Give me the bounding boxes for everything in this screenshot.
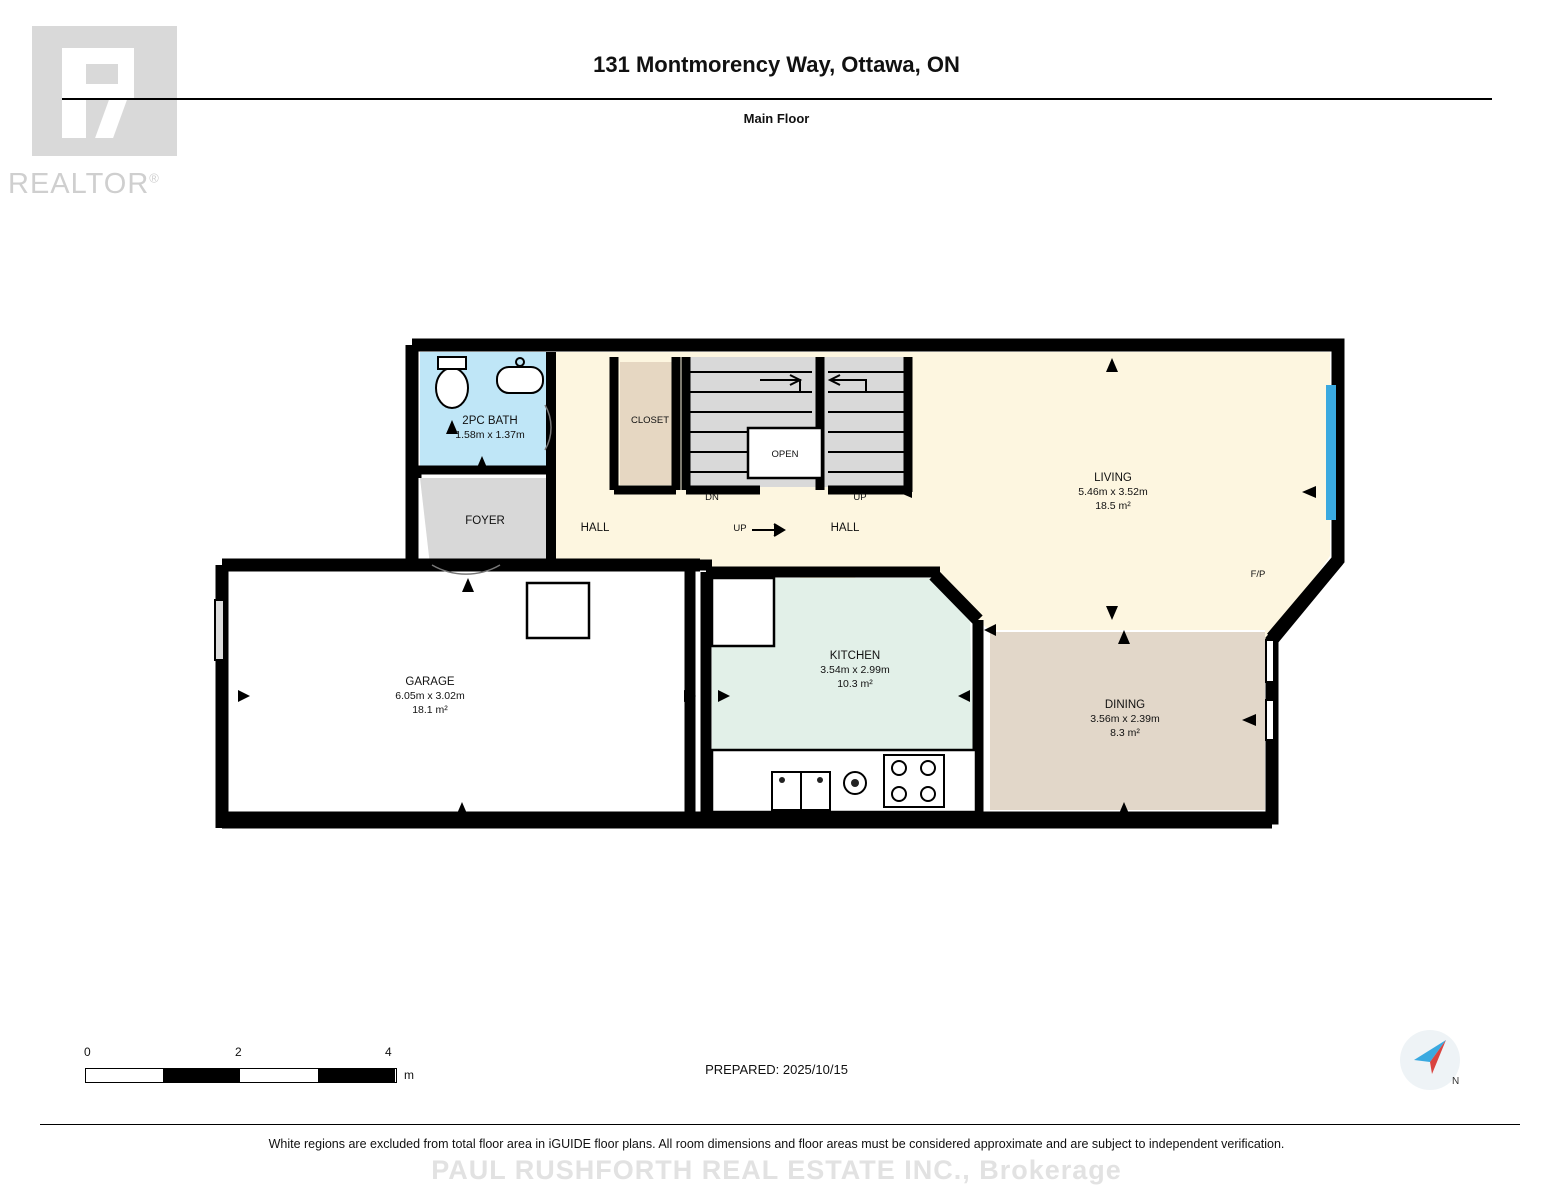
stair-marker-up-right: UP — [853, 492, 867, 503]
room-label-garage: GARAGE 6.05m x 3.02m 18.1 m² — [395, 676, 465, 716]
compass-rose — [1400, 1030, 1466, 1096]
scale-tick-2: 2 — [235, 1045, 242, 1059]
footer-divider — [40, 1124, 1520, 1125]
room-label-hall-left: HALL — [580, 522, 610, 534]
room-label-kitchen: KITCHEN 3.54m x 2.99m 10.3 m² — [820, 650, 890, 690]
floor-subtitle: Main Floor — [743, 111, 810, 126]
realtor-logo-word: REALTOR — [8, 168, 150, 200]
prepared-date: PREPARED: 2025/10/15 — [705, 1062, 848, 1077]
scale-tick-4: 4 — [385, 1045, 392, 1059]
scale-unit: m — [404, 1068, 414, 1082]
room-label-open: OPEN — [771, 449, 799, 460]
realtor-logo-reg: ® — [149, 170, 160, 186]
room-label-hall-right: HALL — [830, 522, 860, 534]
brokerage-watermark: PAUL RUSHFORTH REAL ESTATE INC., Brokerage — [431, 1155, 1122, 1185]
room-label-2pc-bath: 2PC BATH 1.58m x 1.37m — [455, 415, 525, 441]
stair-marker-up-hall: UP — [733, 523, 747, 534]
compass-north-label: N — [1452, 1076, 1460, 1087]
room-label-living: LIVING 5.46m x 3.52m 18.5 m² — [1078, 472, 1148, 512]
page-title: 131 Montmorency Way, Ottawa, ON — [593, 52, 960, 77]
stair-marker-dn: DN — [705, 492, 719, 503]
disclaimer-text: White regions are excluded from total floor area in iGUIDE floor plans. All room dimensions and floor areas must be considered approximate and are subject to independent verification. — [268, 1137, 1285, 1151]
room-label-closet: CLOSET — [630, 415, 669, 426]
room-label-foyer: FOYER — [465, 515, 505, 527]
fireplace-marker: F/P — [1250, 569, 1266, 580]
room-label-dining: DINING 3.56m x 2.39m 8.3 m² — [1090, 699, 1160, 739]
scale-tick-0: 0 — [84, 1045, 91, 1059]
